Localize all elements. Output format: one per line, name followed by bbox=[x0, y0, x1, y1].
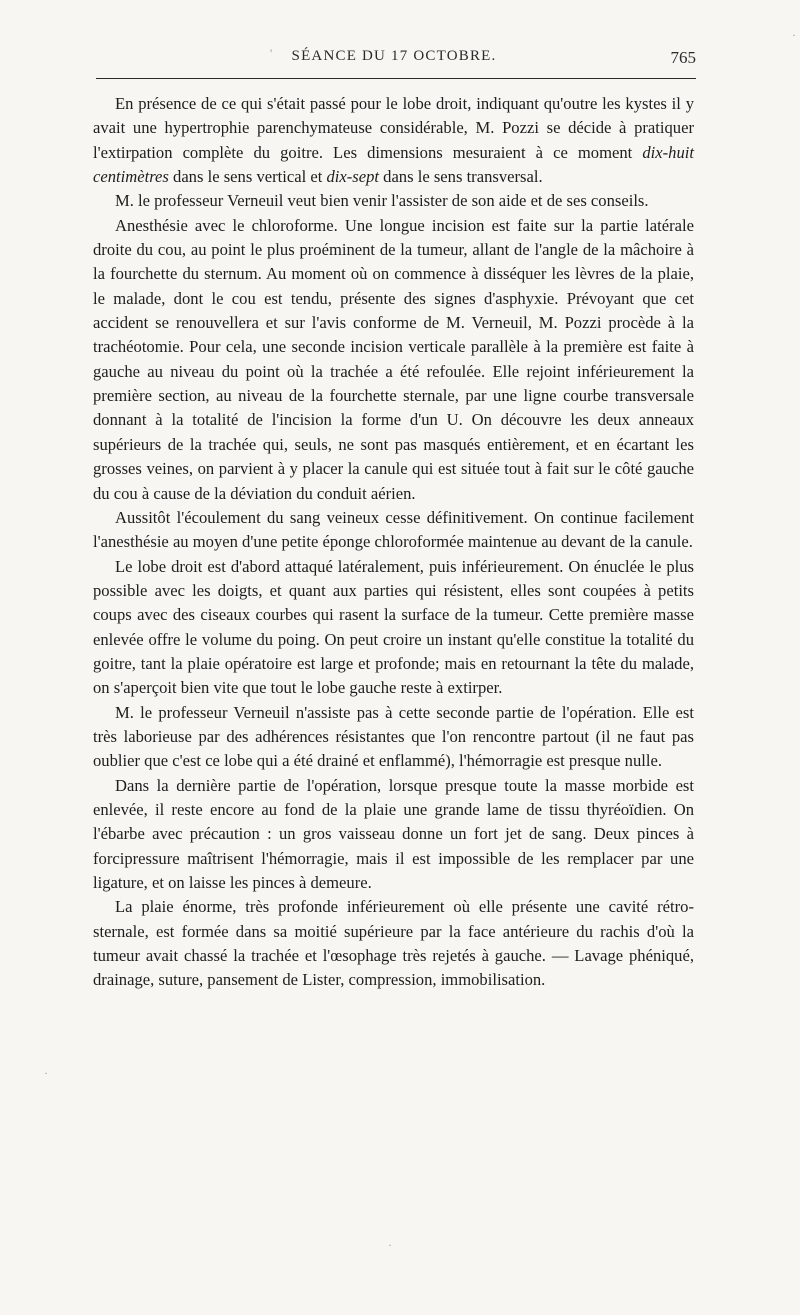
paragraph bbox=[93, 214, 694, 506]
paragraph bbox=[93, 189, 694, 213]
text-run: La plaie énorme, très profonde inférieurement où elle présente une cavité rétro-sternale, est formée dans sa moitié supérieure par la face antérieure du rachis d'où la tumeur avait chassé la trachée et l'œsophage très rejetés à gauche. — Lavage phéniqué, drainage, suture, pansement de Lister, compression, immobilisation. bbox=[93, 897, 694, 990]
text-run: Dans la dernière partie de l'opération, lorsque presque toute la masse morbide est enlevée, il reste encore au fond de la plaie une grande lame de tissu thyréoïdien. On l'ébarbe avec précaution : un gros vaisseau donne un fort jet de sang. Deux pinces à forcipressure maîtrisent l'hémorragie, mais il est impossible de les remplacer par une ligature, et on laisse les pinces à demeure. bbox=[93, 775, 694, 892]
text-run: dans le sens transversal. bbox=[379, 167, 543, 187]
running-head bbox=[92, 48, 696, 72]
text-run: M. le professeur Verneuil n'assiste pas à cette seconde partie de l'opération. Elle est très laborieuse par des adhérences résistantes que l'on rencontre partout (il ne faut pas oublier que c'est ce lobe qui a été drainé et enflammé), l'hémorragie est presque nulle. bbox=[93, 702, 694, 771]
italic-run: dix-huit centimètres bbox=[93, 142, 694, 187]
text-run: Aussitôt l'écoulement du sang veineux cesse définitivement. On continue facilement l'anesthésie au moyen d'une petite éponge chloroformée maintenue au devant de la canule. bbox=[93, 507, 694, 552]
scan-speck: · bbox=[388, 1238, 392, 1252]
italic-run: dix-sept bbox=[326, 167, 379, 187]
scan-speck: · bbox=[44, 1066, 48, 1080]
paragraph bbox=[93, 895, 694, 992]
scan-speck: · bbox=[792, 28, 796, 42]
text-run: M. le professeur Verneuil veut bien venir l'assister de son aide et de ses conseils. bbox=[115, 191, 649, 211]
paragraph bbox=[93, 506, 694, 555]
scan-speck: ' bbox=[270, 46, 273, 60]
body-text bbox=[93, 92, 694, 993]
paragraph bbox=[93, 555, 694, 701]
text-run: Anesthésie avec le chloroforme. Une longue incision est faite sur la partie latérale droite du cou, au point le plus proéminent de la tumeur, allant de l'angle de la mâchoire à la fourchette du sternum. Au moment où on commence à disséquer les lèvres de la plaie, le malade, dont le cou est tendu, présente des signes d'asphyxie. Prévoyant que cet accident se renouvellera et sur l'avis conforme de M. Verneuil, M. Pozzi procède à la trachéotomie. Pour cela, une seconde incision verticale parallèle à la première est faite à gauche au niveau du point où la trachée a été refoulée. Elle rejoint inférieurement la première section, au niveau de la fourchette sternale, par une ligne courbe transversale donnant à la totalité de l'incision la forme d'un U. On découvre les deux anneaux supérieurs de la trachée qui, seuls, ne sont pas masqués entièrement, et en écartant les grosses veines, on parvient à y placer la canule qui est située tout à fait sur le côté gauche du cou à cause de la déviation du conduit aérien. bbox=[93, 215, 694, 503]
paragraph bbox=[93, 92, 694, 189]
page-number: 765 bbox=[670, 48, 696, 67]
paragraph bbox=[93, 774, 694, 896]
header-rule bbox=[96, 78, 696, 79]
paragraph bbox=[93, 701, 694, 774]
running-title: SÉANCE DU 17 OCTOBRE. bbox=[291, 48, 497, 64]
text-run: En présence de ce qui s'était passé pour le lobe droit, indiquant qu'outre les kystes il y avait une hypertrophie parenchymateuse considérable, M. Pozzi se décide à pratiquer l'extirpation complète du goitre. Les dimensions mesuraient à ce moment bbox=[93, 94, 694, 162]
text-run: Le lobe droit est d'abord attaqué latéralement, puis inférieurement. On énuclée le plus possible avec les doigts, et quant aux parties qui résistent, elles sont coupées à petits coups avec des ciseaux courbes qui rasent la surface de la tumeur. Cette première masse enlevée offre le volume du poing. On peut croire un instant qu'elle constitue la totalité du goitre, tant la plaie opératoire est large et profonde; mais en retournant la tête du malade, on s'aperçoit bien vite que tout le lobe gauche reste à extirper. bbox=[93, 556, 694, 698]
text-run: dans le sens vertical et bbox=[168, 167, 327, 187]
